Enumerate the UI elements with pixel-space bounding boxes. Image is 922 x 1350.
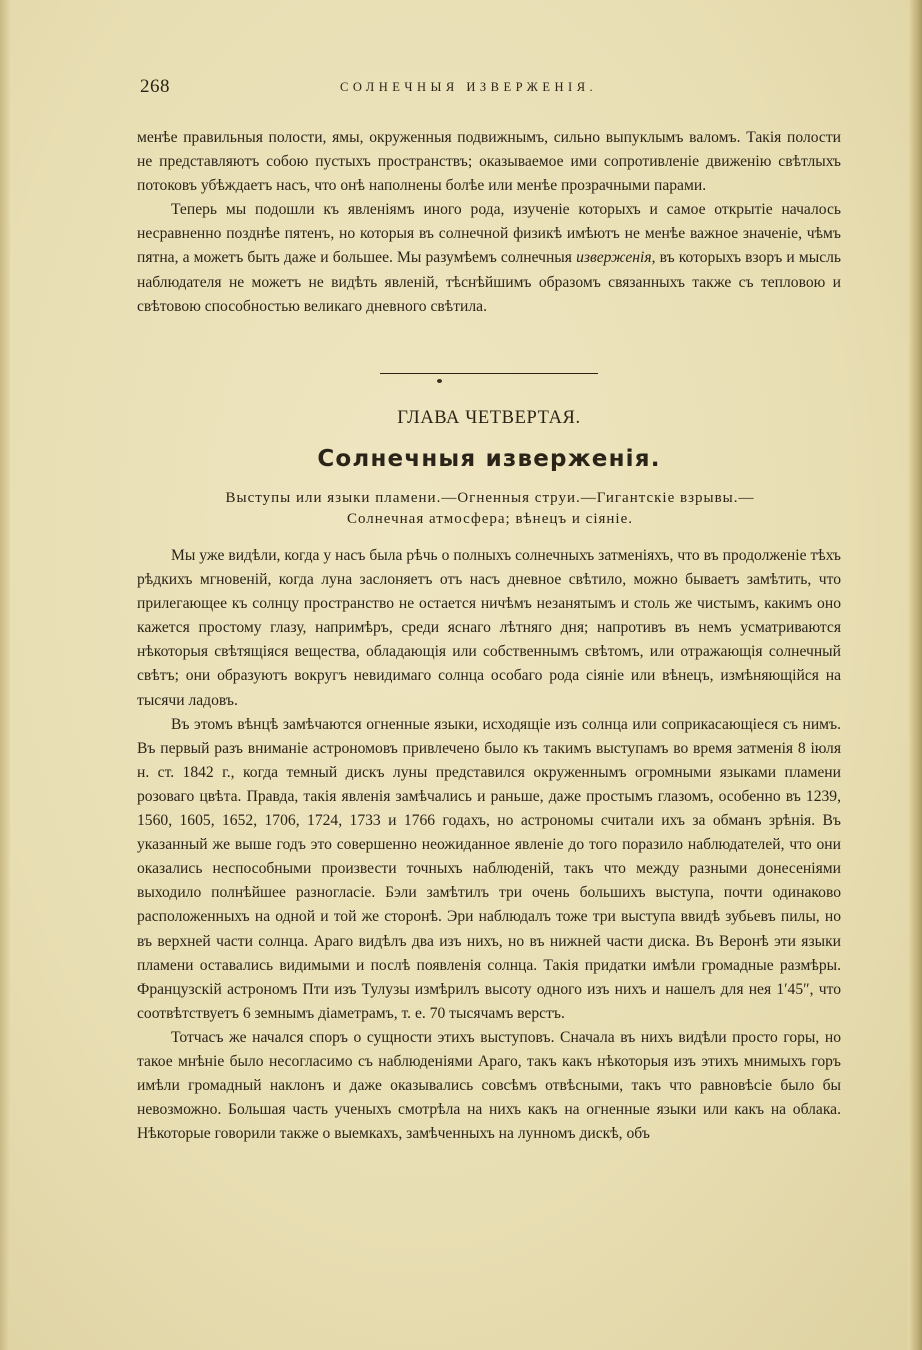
chapter-body <box>137 544 841 1146</box>
chapter-label: ГЛАВА ЧЕТВЕРТАЯ. <box>397 408 581 428</box>
section-divider-dot <box>437 379 442 383</box>
chapter-summary <box>160 488 820 530</box>
chapter-summary-line: Выступы или языки пламени.—Огненныя струи.—Гигантскіе взрывы.— <box>225 490 755 506</box>
running-head <box>140 76 840 100</box>
chapter-summary-line: Солнечная атмосфера; вѣнецъ и сіяніе. <box>346 511 634 527</box>
top-text-block <box>137 126 841 319</box>
scan-edge-left <box>0 0 10 1350</box>
paragraph-text: Теперь мы подошли къ явленіямъ иного рода, изученіе которыхъ и самое открытіе началось несравненно позднѣе пятенъ, но которыя въ солнечной физикѣ имѣютъ не менѣе важное значеніе, чѣмъ пятна, а можетъ быть даже и большее. Мы разумѣемъ солнечныя <box>137 201 841 267</box>
chapter-title: Солнечныя изверженія. <box>317 446 661 472</box>
paragraph-eruptions-intro <box>137 198 841 318</box>
paragraph: Мы уже видѣли, когда у насъ была рѣчь о полныхъ солнечныхъ затменіяхъ, что въ продолженіе тѣхъ рѣдкихъ мгновеній, когда луна заслоняетъ отъ насъ дневное свѣтило, можно бываетъ замѣтить, что прилегающее къ солнцу пространство не остается ничѣмъ незанятымъ и столь же чистымъ, какимъ оно кажется простому глазу, напримѣръ, среди яснаго лѣтняго дня; напротивъ въ немъ усматриваются нѣкоторыя свѣтящіяся вещества, обладающія или собственнымъ свѣтомъ, или отражающія солнечный свѣтъ; они образуютъ вокругъ невидимаго солнца особаго рода сіяніе или вѣнецъ, измѣняющійся на тысячи ладовъ. <box>137 547 841 709</box>
paragraph: Въ этомъ вѣнцѣ замѣчаются огненные языки, исходящіе изъ солнца или соприкасающіеся съ нимъ. Въ первый разъ вниманіе астрономовъ привлечено было къ такимъ выступамъ во время затменія 8 іюля н. ст. 1842 г., когда темный дискъ луны представился окруженнымъ огромными языками пламени розоваго цвѣта. Правда, такія явленія замѣчались и раньше, даже простымъ глазомъ, особенно въ 1239, 1560, 1605, 1652, 1706, 1724, 1733 и 1766 годахъ, но астрономы считали ихъ за обманъ зрѣнія. Въ указанный же выше годъ это совершенно неожиданное явленіе до того поразило наблюдателей, что они оказались неспособными произвести точныхъ наблюденій, такъ что между разными донесеніями выходило полнѣйшее разногласіе. Бэли замѣтилъ три очень большихъ выступа, почти одинаково расположенныхъ на одной и той же сторонѣ. Эри наблюдалъ тоже три выступа ввидѣ зубьевъ пилы, но въ верхней части солнца. Араго видѣлъ два изъ нихъ, но въ нижней части диска. Въ Веронѣ эти языки пламени оставались видимыми и послѣ появленія солнца. Такія придатки имѣли громадные размѣры. Французскій астрономъ Пти изъ Тулузы измѣрилъ высоту одного изъ нихъ и нашелъ для нея 1′45″, что соотвѣтствуетъ 6 земнымъ діаметрамъ, т. е. 70 тысячамъ верстъ. <box>137 715 841 1022</box>
scan-edge-right <box>908 0 922 1350</box>
section-divider-rule <box>380 373 598 374</box>
running-title: СОЛНЕЧНЫЯ ИЗВЕРЖЕНІЯ. <box>340 80 598 94</box>
paragraph: Тотчасъ же начался споръ о сущности этихъ выступовъ. Сначала въ нихъ видѣли просто горы, но такое мнѣніе было несогласимо съ наблюденіями Араго, такъ какъ нѣкоторыя изъ этихъ мнимыхъ горъ имѣли громадный наклонъ и даже оказывались совсѣмъ отвѣсными, такъ что равновѣсіе было бы невозможно. Большая часть ученыхъ смотрѣла на нихъ какъ на огненные языки или какъ на облака. Нѣкоторые говорили также о выемкахъ, замѣченныхъ на лунномъ дискѣ, объ <box>137 1028 841 1143</box>
paragraph-continuation: менѣе правильныя полости, ямы, окруженныя подвижнымъ, сильно выпуклымъ валомъ. Такія полости не представляютъ собою пустыхъ пространствъ; оказываемое ими сопротивленіе движенію свѣтлыхъ потоковъ убѣждаетъ насъ, что онѣ наполнены болѣе или менѣе прозрачными парами. <box>137 129 841 195</box>
paragraph-text: , въ которыхъ взоръ и мысль наблюдателя не можетъ не видѣть явленій, тѣснѣйшимъ образомъ связанныхъ также съ тепловою и свѣтовою способностью великаго дневного свѣтила. <box>137 249 842 315</box>
emphasis-word: изверженія <box>576 249 652 267</box>
page-number: 268 <box>140 76 170 97</box>
